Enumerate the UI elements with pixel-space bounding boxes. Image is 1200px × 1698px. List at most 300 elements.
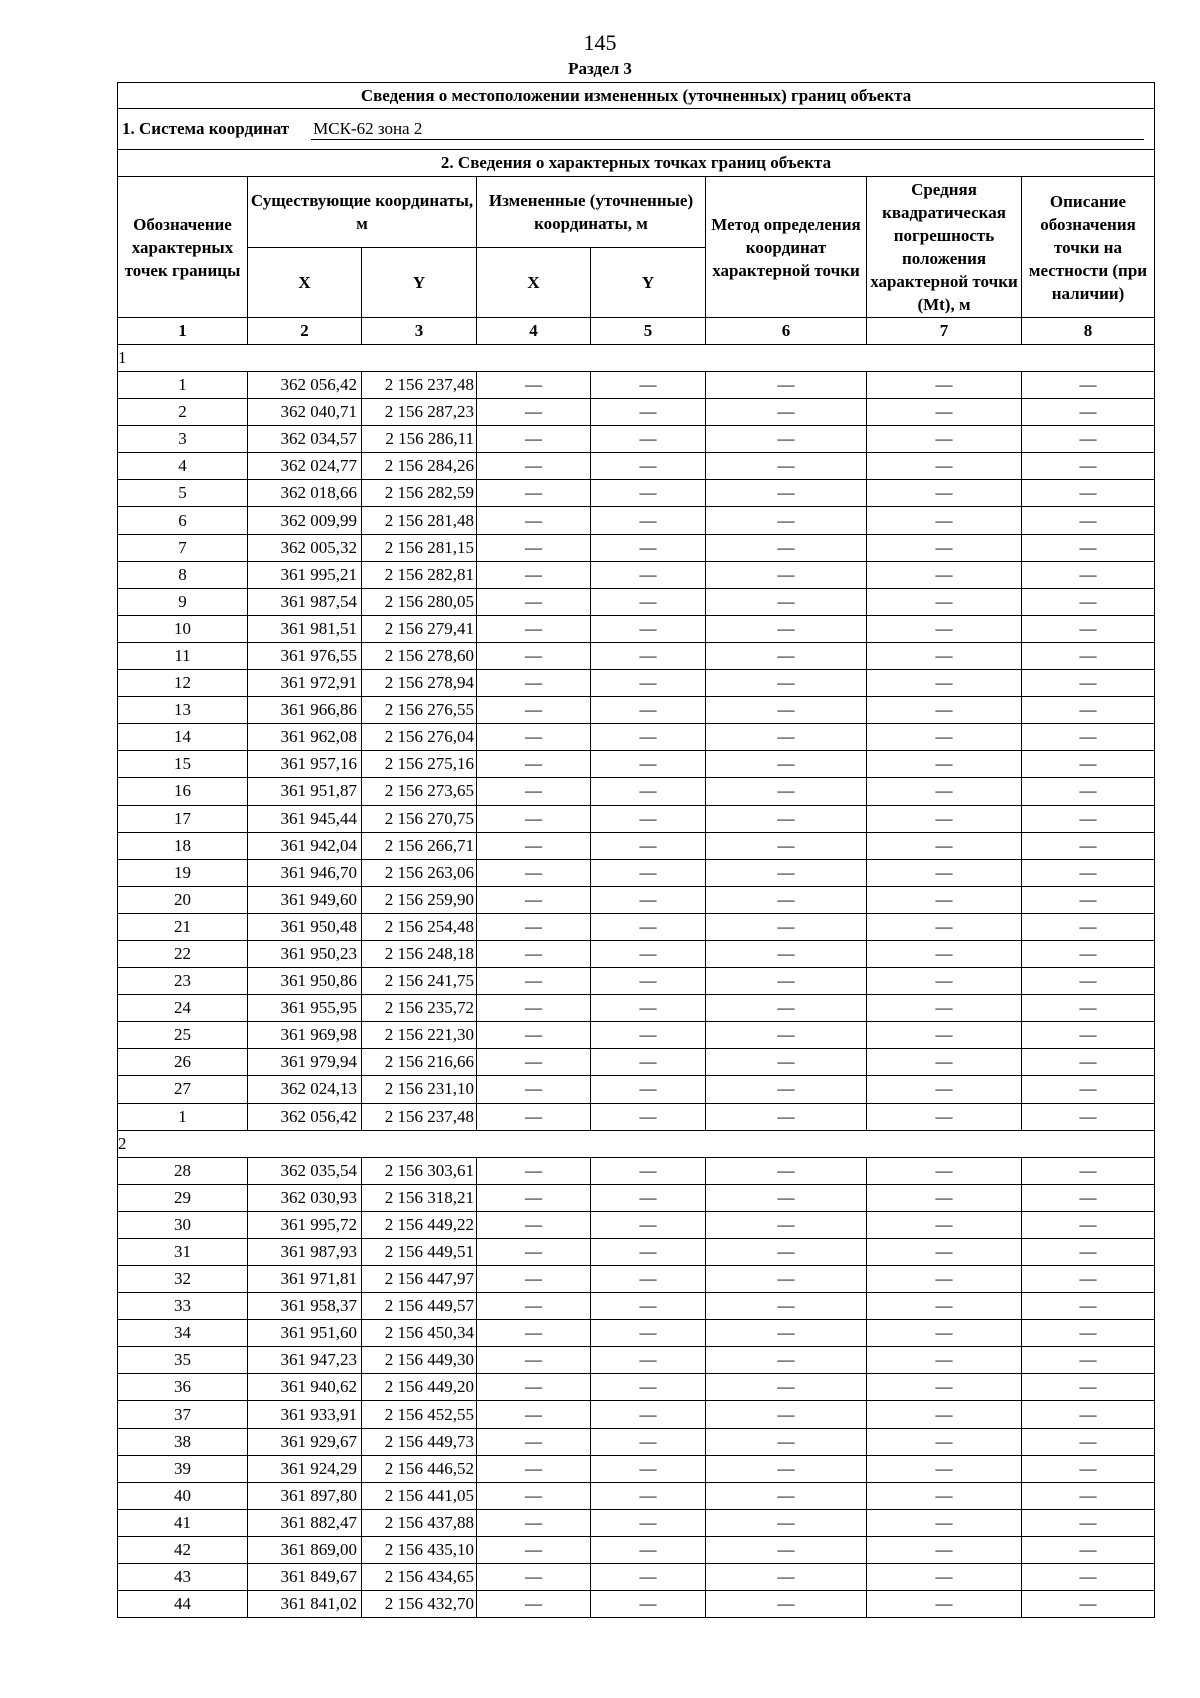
method-cell: — (706, 453, 867, 480)
y-coordinate-cell: 2 156 241,75 (362, 968, 477, 995)
table-row (118, 913, 1155, 940)
x-coordinate-cell: 361 966,86 (248, 697, 362, 724)
table-row (118, 886, 1155, 913)
changed-y-cell: — (591, 1401, 706, 1428)
changed-x-cell: — (477, 1374, 591, 1401)
group-label: 1 (118, 345, 1155, 372)
changed-x-cell: — (477, 778, 591, 805)
point-id-cell: 35 (118, 1347, 248, 1374)
coord-system-label: 1. Система координат (122, 119, 290, 138)
method-cell: — (706, 778, 867, 805)
changed-y-cell: — (591, 1564, 706, 1591)
x-coordinate-cell: 361 929,67 (248, 1428, 362, 1455)
error-cell: — (867, 1482, 1022, 1509)
point-id-cell: 15 (118, 751, 248, 778)
changed-x-cell: — (477, 697, 591, 724)
method-cell: — (706, 1076, 867, 1103)
changed-y-cell: — (591, 1293, 706, 1320)
x-coordinate-cell: 362 030,93 (248, 1184, 362, 1211)
changed-x-cell: — (477, 372, 591, 399)
changed-y-cell: — (591, 1266, 706, 1293)
changed-x-cell: — (477, 751, 591, 778)
changed-x-cell: — (477, 1536, 591, 1563)
description-cell: — (1022, 426, 1155, 453)
method-cell: — (706, 588, 867, 615)
y-coordinate-cell: 2 156 284,26 (362, 453, 477, 480)
changed-x-cell: — (477, 426, 591, 453)
method-cell: — (706, 1428, 867, 1455)
changed-x-cell: — (477, 968, 591, 995)
table-row (118, 995, 1155, 1022)
method-cell: — (706, 615, 867, 642)
error-cell: — (867, 399, 1022, 426)
error-cell: — (867, 886, 1022, 913)
point-id-cell: 13 (118, 697, 248, 724)
x-coordinate-cell: 361 924,29 (248, 1455, 362, 1482)
x-coordinate-cell: 362 056,42 (248, 372, 362, 399)
header-error: Средняя квадратическая погрешность положения характерной точки (Mt), м (867, 177, 1022, 318)
table-row (118, 805, 1155, 832)
y-coordinate-cell: 2 156 441,05 (362, 1482, 477, 1509)
method-cell: — (706, 1103, 867, 1130)
error-cell: — (867, 968, 1022, 995)
table-row (118, 1564, 1155, 1591)
changed-x-cell: — (477, 642, 591, 669)
changed-x-cell: — (477, 1049, 591, 1076)
y-coordinate-cell: 2 156 449,73 (362, 1428, 477, 1455)
y-coordinate-cell: 2 156 279,41 (362, 615, 477, 642)
page-number: 145 (583, 30, 617, 55)
changed-x-cell: — (477, 1293, 591, 1320)
point-id-cell: 33 (118, 1293, 248, 1320)
error-cell: — (867, 1266, 1022, 1293)
point-id-cell: 37 (118, 1401, 248, 1428)
changed-y-cell: — (591, 751, 706, 778)
method-cell: — (706, 968, 867, 995)
method-cell: — (706, 507, 867, 534)
table-row (118, 670, 1155, 697)
point-id-cell: 1 (118, 372, 248, 399)
changed-x-cell: — (477, 507, 591, 534)
changed-x-cell: — (477, 1320, 591, 1347)
description-cell: — (1022, 886, 1155, 913)
changed-x-cell: — (477, 1184, 591, 1211)
changed-x-cell: — (477, 615, 591, 642)
description-cell: — (1022, 805, 1155, 832)
method-cell: — (706, 832, 867, 859)
changed-y-cell: — (591, 1536, 706, 1563)
table-row (118, 399, 1155, 426)
description-cell: — (1022, 480, 1155, 507)
error-cell: — (867, 859, 1022, 886)
changed-y-cell: — (591, 859, 706, 886)
header-x-existing: X (248, 248, 362, 318)
y-coordinate-cell: 2 156 282,81 (362, 561, 477, 588)
description-cell: — (1022, 1347, 1155, 1374)
error-cell: — (867, 426, 1022, 453)
header-description: Описание обозначения точки на местности (при наличии) (1022, 177, 1155, 318)
error-cell: — (867, 724, 1022, 751)
error-cell: — (867, 940, 1022, 967)
x-coordinate-cell: 361 950,48 (248, 913, 362, 940)
x-coordinate-cell: 361 972,91 (248, 670, 362, 697)
changed-y-cell: — (591, 399, 706, 426)
y-coordinate-cell: 2 156 275,16 (362, 751, 477, 778)
description-cell: — (1022, 1401, 1155, 1428)
point-id-cell: 18 (118, 832, 248, 859)
point-id-cell: 17 (118, 805, 248, 832)
method-cell: — (706, 1347, 867, 1374)
description-cell: — (1022, 372, 1155, 399)
changed-y-cell: — (591, 778, 706, 805)
point-id-cell: 20 (118, 886, 248, 913)
changed-y-cell: — (591, 1238, 706, 1265)
error-cell: — (867, 1347, 1022, 1374)
y-coordinate-cell: 2 156 449,22 (362, 1211, 477, 1238)
method-cell: — (706, 859, 867, 886)
description-cell: — (1022, 561, 1155, 588)
x-coordinate-cell: 361 947,23 (248, 1347, 362, 1374)
changed-y-cell: — (591, 1049, 706, 1076)
method-cell: — (706, 724, 867, 751)
table-row (118, 1401, 1155, 1428)
point-id-cell: 16 (118, 778, 248, 805)
y-coordinate-cell: 2 156 303,61 (362, 1157, 477, 1184)
y-coordinate-cell: 2 156 281,15 (362, 534, 477, 561)
method-cell: — (706, 751, 867, 778)
description-cell: — (1022, 1049, 1155, 1076)
table-row (118, 1022, 1155, 1049)
method-cell: — (706, 1184, 867, 1211)
changed-x-cell: — (477, 1455, 591, 1482)
x-coordinate-cell: 362 009,99 (248, 507, 362, 534)
method-cell: — (706, 1238, 867, 1265)
changed-x-cell: — (477, 670, 591, 697)
description-cell: — (1022, 1564, 1155, 1591)
group-row (118, 1130, 1155, 1157)
description-cell: — (1022, 1293, 1155, 1320)
description-cell: — (1022, 1509, 1155, 1536)
y-coordinate-cell: 2 156 237,48 (362, 372, 477, 399)
x-coordinate-cell: 361 979,94 (248, 1049, 362, 1076)
error-cell: — (867, 1022, 1022, 1049)
section-title: Раздел 3 (568, 59, 632, 78)
y-coordinate-cell: 2 156 435,10 (362, 1536, 477, 1563)
y-coordinate-cell: 2 156 221,30 (362, 1022, 477, 1049)
description-cell: — (1022, 1374, 1155, 1401)
point-id-cell: 26 (118, 1049, 248, 1076)
column-number: 5 (591, 318, 706, 345)
y-coordinate-cell: 2 156 450,34 (362, 1320, 477, 1347)
description-cell: — (1022, 642, 1155, 669)
point-id-cell: 43 (118, 1564, 248, 1591)
x-coordinate-cell: 362 024,13 (248, 1076, 362, 1103)
point-id-cell: 14 (118, 724, 248, 751)
x-coordinate-cell: 361 933,91 (248, 1401, 362, 1428)
group-label: 2 (118, 1130, 1155, 1157)
point-id-cell: 32 (118, 1266, 248, 1293)
error-cell: — (867, 1428, 1022, 1455)
method-cell: — (706, 1482, 867, 1509)
changed-x-cell: — (477, 1022, 591, 1049)
x-coordinate-cell: 362 018,66 (248, 480, 362, 507)
method-cell: — (706, 1293, 867, 1320)
x-coordinate-cell: 361 957,16 (248, 751, 362, 778)
table-row (118, 1103, 1155, 1130)
changed-y-cell: — (591, 642, 706, 669)
y-coordinate-cell: 2 156 449,30 (362, 1347, 477, 1374)
changed-y-cell: — (591, 940, 706, 967)
method-cell: — (706, 480, 867, 507)
changed-x-cell: — (477, 588, 591, 615)
changed-x-cell: — (477, 1347, 591, 1374)
point-id-cell: 11 (118, 642, 248, 669)
y-coordinate-cell: 2 156 273,65 (362, 778, 477, 805)
changed-x-cell: — (477, 1266, 591, 1293)
column-number: 2 (248, 318, 362, 345)
header-y-existing: Y (362, 248, 477, 318)
column-number: 8 (1022, 318, 1155, 345)
description-cell: — (1022, 1536, 1155, 1563)
description-cell: — (1022, 1591, 1155, 1618)
changed-y-cell: — (591, 507, 706, 534)
y-coordinate-cell: 2 156 282,59 (362, 480, 477, 507)
table-row (118, 1293, 1155, 1320)
y-coordinate-cell: 2 156 434,65 (362, 1564, 477, 1591)
table-row (118, 724, 1155, 751)
method-cell: — (706, 1049, 867, 1076)
description-cell: — (1022, 832, 1155, 859)
changed-y-cell: — (591, 588, 706, 615)
description-cell: — (1022, 859, 1155, 886)
changed-y-cell: — (591, 1482, 706, 1509)
changed-x-cell: — (477, 859, 591, 886)
table-row (118, 832, 1155, 859)
table-row (118, 561, 1155, 588)
point-id-cell: 41 (118, 1509, 248, 1536)
description-cell: — (1022, 697, 1155, 724)
error-cell: — (867, 805, 1022, 832)
changed-y-cell: — (591, 1320, 706, 1347)
error-cell: — (867, 1374, 1022, 1401)
changed-x-cell: — (477, 1238, 591, 1265)
point-id-cell: 10 (118, 615, 248, 642)
y-coordinate-cell: 2 156 278,94 (362, 670, 477, 697)
error-cell: — (867, 561, 1022, 588)
point-id-cell: 44 (118, 1591, 248, 1618)
x-coordinate-cell: 361 995,21 (248, 561, 362, 588)
description-cell: — (1022, 670, 1155, 697)
group-row (118, 345, 1155, 372)
x-coordinate-cell: 361 950,23 (248, 940, 362, 967)
changed-x-cell: — (477, 561, 591, 588)
changed-x-cell: — (477, 1509, 591, 1536)
point-id-cell: 5 (118, 480, 248, 507)
changed-x-cell: — (477, 480, 591, 507)
description-cell: — (1022, 1022, 1155, 1049)
table-row (118, 372, 1155, 399)
method-cell: — (706, 1455, 867, 1482)
method-cell: — (706, 995, 867, 1022)
description-cell: — (1022, 751, 1155, 778)
changed-y-cell: — (591, 913, 706, 940)
method-cell: — (706, 399, 867, 426)
table-row (118, 1482, 1155, 1509)
method-cell: — (706, 886, 867, 913)
method-cell: — (706, 697, 867, 724)
error-cell: — (867, 372, 1022, 399)
y-coordinate-cell: 2 156 280,05 (362, 588, 477, 615)
point-id-cell: 30 (118, 1211, 248, 1238)
x-coordinate-cell: 361 849,67 (248, 1564, 362, 1591)
x-coordinate-cell: 361 987,93 (248, 1238, 362, 1265)
error-cell: — (867, 1049, 1022, 1076)
table-row (118, 751, 1155, 778)
method-cell: — (706, 1157, 867, 1184)
changed-x-cell: — (477, 1103, 591, 1130)
changed-y-cell: — (591, 670, 706, 697)
point-id-cell: 1 (118, 1103, 248, 1130)
error-cell: — (867, 832, 1022, 859)
error-cell: — (867, 1293, 1022, 1320)
table-row (118, 642, 1155, 669)
error-cell: — (867, 588, 1022, 615)
method-cell: — (706, 534, 867, 561)
description-cell: — (1022, 1184, 1155, 1211)
header-existing-coords: Существующие координаты, м (248, 177, 477, 248)
changed-x-cell: — (477, 1591, 591, 1618)
point-id-cell: 6 (118, 507, 248, 534)
table-row (118, 534, 1155, 561)
method-cell: — (706, 805, 867, 832)
x-coordinate-cell: 361 976,55 (248, 642, 362, 669)
error-cell: — (867, 642, 1022, 669)
changed-y-cell: — (591, 480, 706, 507)
table-row (118, 1347, 1155, 1374)
table-row (118, 697, 1155, 724)
changed-y-cell: — (591, 1211, 706, 1238)
description-cell: — (1022, 968, 1155, 995)
table-row (118, 480, 1155, 507)
boundary-table (117, 82, 1155, 1618)
description-cell: — (1022, 1103, 1155, 1130)
method-cell: — (706, 940, 867, 967)
error-cell: — (867, 480, 1022, 507)
point-id-cell: 4 (118, 453, 248, 480)
header-x-changed: X (477, 248, 591, 318)
table-row (118, 507, 1155, 534)
column-number: 4 (477, 318, 591, 345)
method-cell: — (706, 1401, 867, 1428)
x-coordinate-cell: 361 940,62 (248, 1374, 362, 1401)
x-coordinate-cell: 361 869,00 (248, 1536, 362, 1563)
changed-y-cell: — (591, 1347, 706, 1374)
changed-x-cell: — (477, 453, 591, 480)
method-cell: — (706, 1591, 867, 1618)
point-id-cell: 8 (118, 561, 248, 588)
table-row (118, 1238, 1155, 1265)
y-coordinate-cell: 2 156 235,72 (362, 995, 477, 1022)
error-cell: — (867, 1401, 1022, 1428)
x-coordinate-cell: 361 945,44 (248, 805, 362, 832)
changed-y-cell: — (591, 1103, 706, 1130)
description-cell: — (1022, 534, 1155, 561)
changed-x-cell: — (477, 886, 591, 913)
description-cell: — (1022, 913, 1155, 940)
error-cell: — (867, 1564, 1022, 1591)
x-coordinate-cell: 361 995,72 (248, 1211, 362, 1238)
changed-y-cell: — (591, 886, 706, 913)
method-cell: — (706, 1320, 867, 1347)
y-coordinate-cell: 2 156 449,20 (362, 1374, 477, 1401)
points-title: 2. Сведения о характерных точках границ объекта (118, 150, 1155, 177)
description-cell: — (1022, 588, 1155, 615)
changed-y-cell: — (591, 453, 706, 480)
method-cell: — (706, 426, 867, 453)
method-cell: — (706, 642, 867, 669)
x-coordinate-cell: 361 987,54 (248, 588, 362, 615)
error-cell: — (867, 1157, 1022, 1184)
point-id-cell: 29 (118, 1184, 248, 1211)
error-cell: — (867, 507, 1022, 534)
changed-x-cell: — (477, 913, 591, 940)
error-cell: — (867, 995, 1022, 1022)
error-cell: — (867, 1103, 1022, 1130)
changed-y-cell: — (591, 1428, 706, 1455)
error-cell: — (867, 670, 1022, 697)
changed-x-cell: — (477, 995, 591, 1022)
method-cell: — (706, 1564, 867, 1591)
error-cell: — (867, 697, 1022, 724)
method-cell: — (706, 1509, 867, 1536)
changed-y-cell: — (591, 1022, 706, 1049)
changed-y-cell: — (591, 372, 706, 399)
point-id-cell: 36 (118, 1374, 248, 1401)
column-number: 7 (867, 318, 1022, 345)
table-row (118, 1591, 1155, 1618)
point-id-cell: 23 (118, 968, 248, 995)
point-id-cell: 31 (118, 1238, 248, 1265)
table-row (118, 1509, 1155, 1536)
changed-x-cell: — (477, 1564, 591, 1591)
error-cell: — (867, 453, 1022, 480)
changed-x-cell: — (477, 1401, 591, 1428)
method-cell: — (706, 1211, 867, 1238)
y-coordinate-cell: 2 156 276,04 (362, 724, 477, 751)
table-row (118, 426, 1155, 453)
point-id-cell: 28 (118, 1157, 248, 1184)
x-coordinate-cell: 361 942,04 (248, 832, 362, 859)
header-changed-coords: Измененные (уточненные) координаты, м (477, 177, 706, 248)
header-y-changed: Y (591, 248, 706, 318)
error-cell: — (867, 1238, 1022, 1265)
description-cell: — (1022, 615, 1155, 642)
method-cell: — (706, 1266, 867, 1293)
description-cell: — (1022, 1238, 1155, 1265)
x-coordinate-cell: 361 950,86 (248, 968, 362, 995)
method-cell: — (706, 561, 867, 588)
error-cell: — (867, 778, 1022, 805)
y-coordinate-cell: 2 156 254,48 (362, 913, 477, 940)
y-coordinate-cell: 2 156 281,48 (362, 507, 477, 534)
changed-y-cell: — (591, 832, 706, 859)
changed-y-cell: — (591, 1184, 706, 1211)
changed-x-cell: — (477, 940, 591, 967)
point-id-cell: 19 (118, 859, 248, 886)
table-row (118, 1184, 1155, 1211)
description-cell: — (1022, 453, 1155, 480)
x-coordinate-cell: 361 897,80 (248, 1482, 362, 1509)
